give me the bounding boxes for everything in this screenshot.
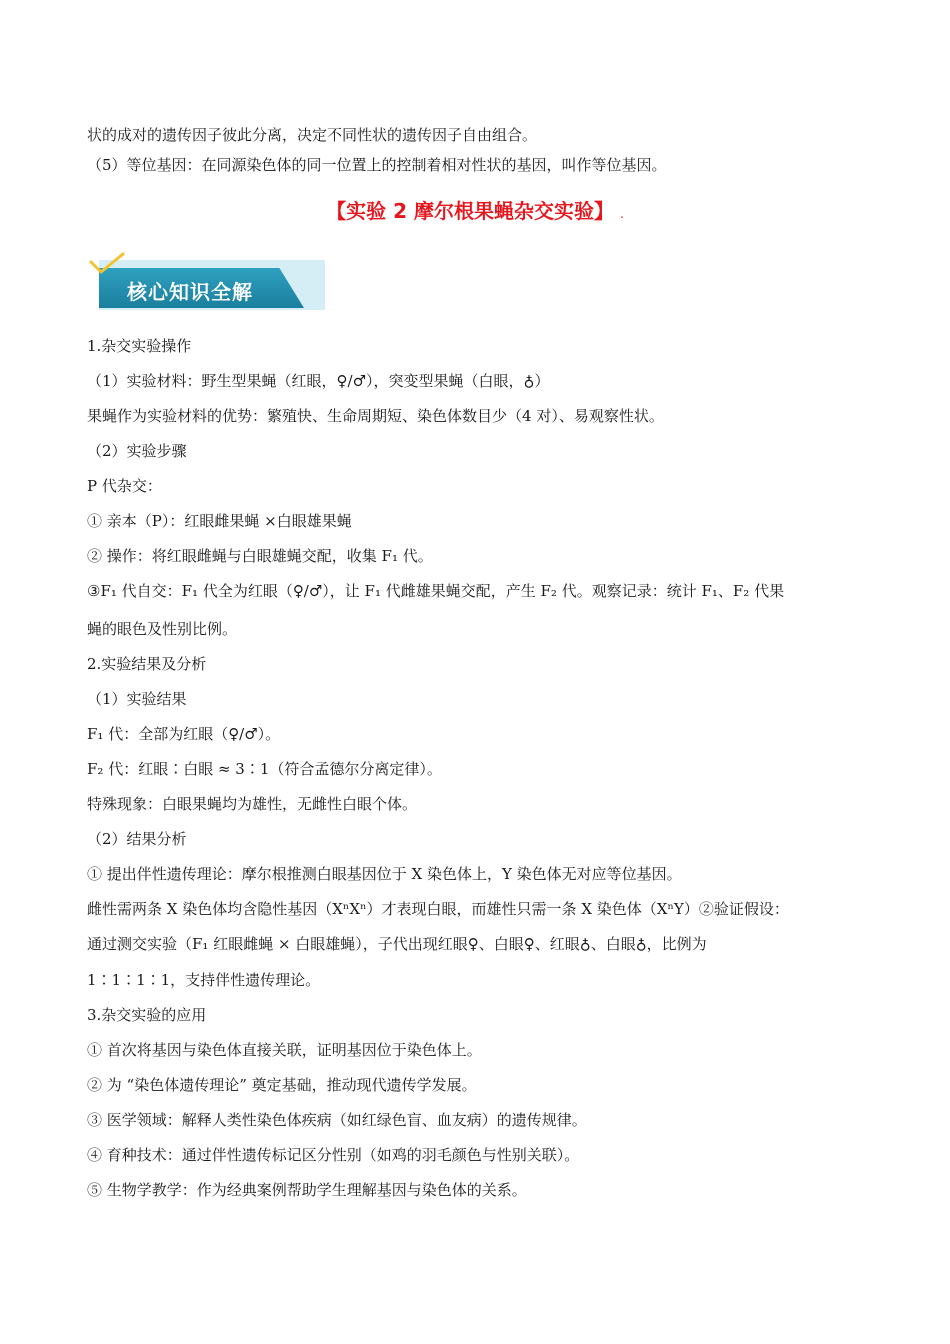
text-line: （2）结果分析 xyxy=(87,830,187,848)
text-line: （5）等位基因：在同源染色体的同一位置上的控制着相对性状的基因，叫作等位基因。 xyxy=(87,156,667,174)
text-line: 特殊现象：白眼果蝇均为雄性，无雌性白眼个体。 xyxy=(87,795,418,813)
text-line: （2）实验步骤 xyxy=(87,442,187,460)
heading-line: 2.实验结果及分析 xyxy=(87,655,207,673)
text-line: ① 首次将基因与染色体直接关联，证明基因位于染色体上。 xyxy=(87,1041,482,1059)
text-line: 果蝇作为实验材料的优势：繁殖快、生命周期短、染色体数目少（4 对）、易观察性状。 xyxy=(87,407,664,425)
text-line: ③ 医学领域：解释人类性染色体疾病（如红绿色盲、血友病）的遗传规律。 xyxy=(87,1111,587,1129)
text-line: （1）实验材料：野生型果蝇（红眼，♀/♂），突变型果蝇（白眼，♁） xyxy=(87,372,550,390)
text-line: 状的成对的遗传因子彼此分离，决定不同性状的遗传因子自由组合。 xyxy=(87,126,538,144)
section-title-suffix: . xyxy=(620,207,624,221)
text-line: 通过测交实验（F₁ 红眼雌蝇 × 白眼雄蝇），子代出现红眼♀、白眼♀、红眼♁、白眼♁，比例为 xyxy=(87,935,707,953)
text-line: F₁ 代：全部为红眼（♀/♂）。 xyxy=(87,725,281,743)
heading-line: 1.杂交实验操作 xyxy=(87,337,192,355)
text-line: ① 提出伴性遗传理论：摩尔根推测白眼基因位于 X 染色体上，Y 染色体无对应等位基因。 xyxy=(87,865,682,883)
text-line: 1∶1∶1∶1，支持伴性遗传理论。 xyxy=(87,971,321,989)
text-line: P 代杂交： xyxy=(87,477,162,495)
text-line: （1）实验结果 xyxy=(87,690,187,708)
checkmark-icon xyxy=(87,252,127,276)
section-title xyxy=(0,197,950,228)
section-title-text: 【实验 2 摩尔根果蝇杂交实验】 xyxy=(326,199,614,223)
text-line: ② 操作：将红眼雌蝇与白眼雄蝇交配，收集 F₁ 代。 xyxy=(87,547,433,565)
text-line: ④ 育种技术：通过伴性遗传标记区分性别（如鸡的羽毛颜色与性别关联）。 xyxy=(87,1146,580,1164)
text-line: ③F₁ 代自交：F₁ 代全为红眼（♀/♂），让 F₁ 代雌雄果蝇交配，产生 F₂ 代。观察记录：统计 F₁、F₂ 代果 xyxy=(87,582,785,600)
text-line: 蝇的眼色及性别比例。 xyxy=(87,620,238,638)
text-line: 雌性需两条 X 染色体均含隐性基因（XⁿXⁿ）才表现白眼，而雄性只需一条 X 染色体（XⁿY）②验证假设： xyxy=(87,900,789,918)
banner-label: 核心知识全解 xyxy=(127,280,253,304)
text-line: ① 亲本（P）：红眼雌果蝇 ×白眼雄果蝇 xyxy=(87,512,352,530)
knowledge-banner xyxy=(87,252,327,318)
text-line: F₂ 代：红眼∶白眼 ≈ 3∶1（符合孟德尔分离定律）。 xyxy=(87,760,442,778)
text-line: ② 为 “染色体遗传理论” 奠定基础，推动现代遗传学发展。 xyxy=(87,1076,477,1094)
heading-line: 3.杂交实验的应用 xyxy=(87,1006,207,1024)
text-line: ⑤ 生物学教学：作为经典案例帮助学生理解基因与染色体的关系。 xyxy=(87,1181,527,1199)
